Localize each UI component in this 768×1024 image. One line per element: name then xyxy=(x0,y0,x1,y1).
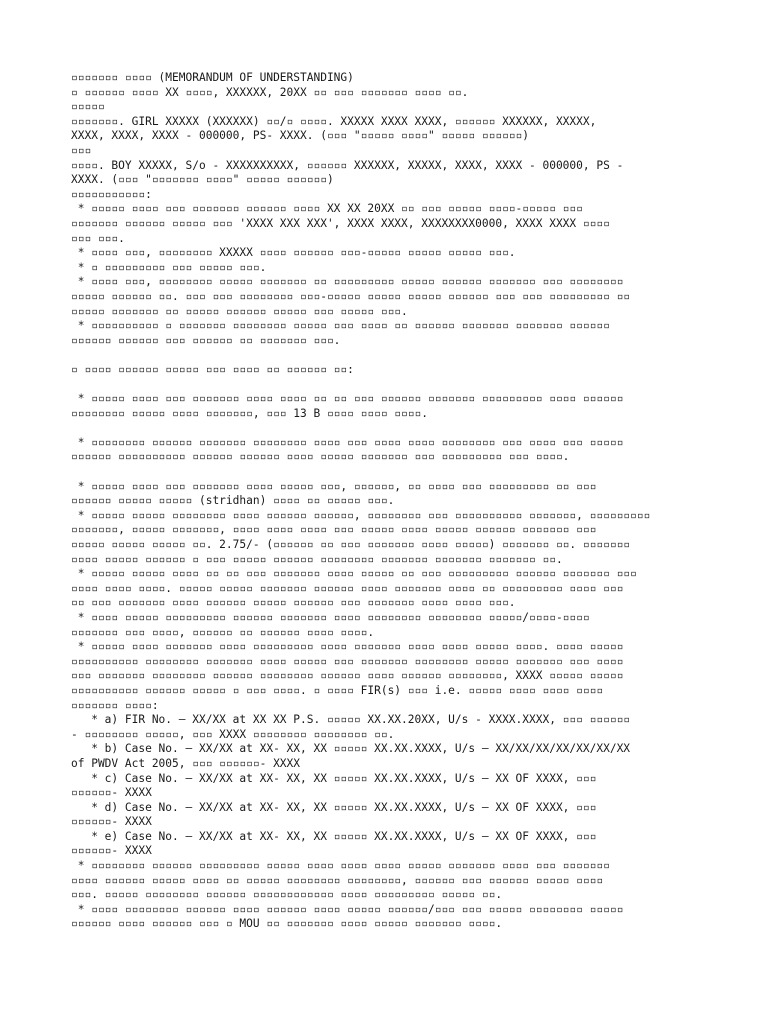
text-line: * b) Case No. – XX/XX at XX- XX, XX ▫▫▫▫▫ XX.XX.XXXX, U/s – XX/XX/XX/XX/XX/XX/XX xyxy=(71,742,631,756)
text-line: ▫▫▫▫▫▫▫, ▫▫▫▫▫ ▫▫▫▫▫▫▫, ▫▫▫▫ ▫▫▫▫ ▫▫▫▫ ▫▫▫ ▫▫▫▫▫ ▫▫▫▫ ▫▫▫▫▫ ▫▫▫▫▫▫ ▫▫▫▫▫▫▫ ▫▫▫ xyxy=(71,523,597,537)
text-line: * ▫▫▫▫▫ ▫▫▫▫ ▫▫▫ ▫▫▫▫▫▫▫ ▫▫▫▫▫▫ ▫▫▫▫ XX XX 20XX ▫▫ ▫▫▫ ▫▫▫▫▫ ▫▫▫▫-▫▫▫▫▫ ▫▫▫ xyxy=(71,202,583,216)
text-line: * ▫▫▫▫▫▫▫▫ ▫▫▫▫▫▫ ▫▫▫▫▫▫▫▫▫ ▫▫▫▫▫ ▫▫▫▫ ▫▫▫▫ ▫▫▫▫ ▫▫▫▫▫ ▫▫▫▫▫▫▫ ▫▫▫▫ ▫▫▫ ▫▫▫▫▫▫▫ xyxy=(71,859,610,873)
text-line: ▫▫▫▫▫▫▫ ▫▫▫ ▫▫▫▫, ▫▫▫▫▫▫ ▫▫ ▫▫▫▫▫▫ ▫▫▫▫ ▫▫▫▫. xyxy=(71,625,375,639)
text-line: ▫▫▫▫▫▫▫ ▫▫▫▫: xyxy=(71,698,159,712)
text-line: ▫▫▫▫. BOY XXXXX, S/o - XXXXXXXXXX, ▫▫▫▫▫▫ XXXXXX, XXXXX, XXXX, XXXX - 000000, PS - xyxy=(71,158,624,172)
text-line: * ▫▫▫▫ ▫▫▫▫▫▫▫▫ ▫▫▫▫▫▫ ▫▫▫▫ ▫▫▫▫▫▫ ▫▫▫▫ ▫▫▫▫▫ ▫▫▫▫▫▫/▫▫▫ ▫▫▫ ▫▫▫▫▫ ▫▫▫▫▫▫▫▫ ▫▫▫▫▫ xyxy=(71,902,624,916)
text-line: ▫▫▫ ▫▫▫▫▫▫▫ ▫▫▫▫▫▫▫▫ ▫▫▫▫▫▫ ▫▫▫▫▫▫▫▫ ▫▫▫▫▫▫ ▫▫▫▫ ▫▫▫▫▫▫ ▫▫▫▫▫▫▫▫, XXXX ▫▫▫▫▫ ▫▫▫▫▫ xyxy=(71,669,624,683)
text-line: ▫▫▫▫▫▫▫▫▫▫▫: xyxy=(71,187,152,201)
text-line: ▫▫▫▫ ▫▫▫▫▫ ▫▫▫▫▫▫ ▫ ▫▫▫ ▫▫▫▫▫ ▫▫▫▫▫▫ ▫▫▫▫▫▫▫▫ ▫▫▫▫▫▫▫ ▫▫▫▫▫▫▫ ▫▫▫▫▫▫▫ ▫▫. xyxy=(71,552,563,566)
text-line: * c) Case No. – XX/XX at XX- XX, XX ▫▫▫▫▫ XX.XX.XXXX, U/s – XX OF XXXX, ▫▫▫ xyxy=(71,771,597,785)
text-line: ▫▫ ▫▫▫ ▫▫▫▫▫▫▫ ▫▫▫▫ ▫▫▫▫▫▫ ▫▫▫▫▫ ▫▫▫▫▫▫ ▫▫▫ ▫▫▫▫▫▫▫ ▫▫▫▫ ▫▫▫▫ ▫▫▫. xyxy=(71,596,516,610)
text-line: * ▫ ▫▫▫▫▫▫▫▫▫ ▫▫▫ ▫▫▫▫▫ ▫▫▫. xyxy=(71,260,267,274)
text-line: ▫▫▫▫ ▫▫▫▫▫▫ ▫▫▫▫▫ ▫▫▫▫ ▫▫ ▫▫▫▫▫ ▫▫▫▫▫▫▫▫ ▫▫▫▫▫▫▫▫, ▫▫▫▫▫▫ ▫▫▫ ▫▫▫▫▫▫ ▫▫▫▫▫ ▫▫▫▫ xyxy=(71,873,604,887)
text-line: ▫▫▫▫▫▫ ▫▫▫▫ ▫▫▫▫▫▫ ▫▫▫ ▫ MOU ▫▫ ▫▫▫▫▫▫▫ ▫▫▫▫ ▫▫▫▫▫ ▫▫▫▫▫▫▫ ▫▫▫▫. xyxy=(71,917,503,931)
text-line: * a) FIR No. – XX/XX at XX XX P.S. ▫▫▫▫▫ XX.XX.20XX, U/s - XXXX.XXXX, ▫▫▫ ▫▫▫▫▫▫ xyxy=(71,713,631,727)
text-line: * ▫▫▫▫▫ ▫▫▫▫▫ ▫▫▫▫ ▫▫ ▫▫ ▫▫▫ ▫▫▫▫▫▫▫ ▫▫▫▫ ▫▫▫▫▫ ▫▫ ▫▫▫ ▫▫▫▫▫▫▫▫▫ ▫▫▫▫▫▫ ▫▫▫▫▫▫▫ ▫▫▫ xyxy=(71,567,637,581)
text-line: ▫▫▫▫ ▫▫▫▫ ▫▫▫▫. ▫▫▫▫▫ ▫▫▫▫▫ ▫▫▫▫▫▫▫ ▫▫▫▫▫▫ ▫▫▫▫ ▫▫▫▫▫▫▫ ▫▫▫▫ ▫▫ ▫▫▫▫▫▫▫▫▫ ▫▫▫▫ ▫▫▫ xyxy=(71,581,624,595)
text-line xyxy=(71,421,711,436)
text-line: ▫▫▫▫▫ xyxy=(71,100,105,114)
text-line: ▫▫▫▫▫▫▫ ▫▫▫▫▫▫ ▫▫▫▫▫ ▫▫▫ 'XXXX XXX XXX', XXXX XXXX, XXXXXXXX0000, XXXX XXXX ▫▫▫▫ xyxy=(71,216,610,230)
text-line xyxy=(71,348,711,363)
text-line: ▫▫▫ xyxy=(71,143,92,157)
document-body xyxy=(71,71,711,932)
text-line: ▫▫▫▫▫▫ ▫▫▫▫▫ ▫▫▫▫▫ (stridhan) ▫▫▫▫ ▫▫ ▫▫▫▫▫ ▫▫▫. xyxy=(71,494,395,508)
text-line xyxy=(71,377,711,392)
text-line: ▫▫▫▫▫▫▫▫ ▫▫▫▫▫ ▫▫▫▫ ▫▫▫▫▫▫▫, ▫▫▫ 13 B ▫▫▫▫ ▫▫▫▫ ▫▫▫▫. xyxy=(71,406,428,420)
text-line: * ▫▫▫▫▫▫▫▫▫▫ ▫ ▫▫▫▫▫▫▫ ▫▫▫▫▫▫▫▫ ▫▫▫▫▫ ▫▫▫ ▫▫▫▫ ▫▫ ▫▫▫▫▫▫ ▫▫▫▫▫▫▫ ▫▫▫▫▫▫▫ ▫▫▫▫▫▫ xyxy=(71,319,610,333)
text-line: ▫▫▫ ▫▫▫. xyxy=(71,231,125,245)
text-line: XXXX, XXXX, XXXX - 000000, PS- XXXX. (▫▫▫ "▫▫▫▫▫ ▫▫▫▫" ▫▫▫▫▫ ▫▫▫▫▫▫) xyxy=(71,129,530,143)
text-line: ▫▫▫▫▫▫▫▫▫▫ ▫▫▫▫▫▫ ▫▫▫▫▫ ▫ ▫▫▫ ▫▫▫▫. ▫ ▫▫▫▫ FIR(s) ▫▫▫ i.e. ▫▫▫▫▫ ▫▫▫▫ ▫▫▫▫ ▫▫▫▫ xyxy=(71,683,604,697)
text-line: * ▫▫▫▫ ▫▫▫, ▫▫▫▫▫▫▫▫ ▫▫▫▫▫ ▫▫▫▫▫▫▫ ▫▫ ▫▫▫▫▫▫▫▫▫ ▫▫▫▫▫ ▫▫▫▫▫▫ ▫▫▫▫▫▫▫ ▫▫▫ ▫▫▫▫▫▫▫▫ xyxy=(71,275,624,289)
text-line: * ▫▫▫▫▫ ▫▫▫▫ ▫▫▫▫▫▫▫ ▫▫▫▫ ▫▫▫▫▫▫▫▫▫ ▫▫▫▫ ▫▫▫▫▫▫▫ ▫▫▫▫ ▫▫▫▫ ▫▫▫▫▫ ▫▫▫▫. ▫▫▫▫ ▫▫▫▫▫ xyxy=(71,640,624,654)
text-line: ▫▫▫▫▫▫- XXXX xyxy=(71,786,152,800)
text-line: ▫▫▫▫▫ ▫▫▫▫▫ ▫▫▫▫▫ ▫▫. 2.75/- (▫▫▫▫▫▫ ▫▫ ▫▫▫ ▫▫▫▫▫▫▫ ▫▫▫▫ ▫▫▫▫▫) ▫▫▫▫▫▫▫ ▫▫. ▫▫▫▫▫▫▫ xyxy=(71,538,631,551)
text-line: ▫▫▫▫▫▫- XXXX xyxy=(71,844,152,858)
text-line: ▫ ▫▫▫▫▫▫ ▫▫▫▫ XX ▫▫▫▫, XXXXXX, 20XX ▫▫ ▫▫▫ ▫▫▫▫▫▫▫ ▫▫▫▫ ▫▫. xyxy=(71,85,469,99)
text-line: * ▫▫▫▫▫▫▫▫ ▫▫▫▫▫▫ ▫▫▫▫▫▫▫ ▫▫▫▫▫▫▫▫ ▫▫▫▫ ▫▫▫ ▫▫▫▫ ▫▫▫▫ ▫▫▫▫▫▫▫▫ ▫▫▫ ▫▫▫▫ ▫▫▫ ▫▫▫▫▫ xyxy=(71,435,624,449)
text-line: * ▫▫▫▫▫ ▫▫▫▫ ▫▫▫ ▫▫▫▫▫▫▫ ▫▫▫▫ ▫▫▫▫▫ ▫▫▫, ▫▫▫▫▫▫, ▫▫ ▫▫▫▫ ▫▫▫ ▫▫▫▫▫▫▫▫▫ ▫▫ ▫▫▫ xyxy=(71,479,597,493)
text-line: ▫▫▫. ▫▫▫▫▫ ▫▫▫▫▫▫▫▫ ▫▫▫▫▫▫ ▫▫▫▫▫▫▫▫▫▫▫▫ ▫▫▫▫ ▫▫▫▫▫▫▫▫▫ ▫▫▫▫▫ ▫▫. xyxy=(71,888,503,902)
text-line: ▫▫▫▫▫▫- XXXX xyxy=(71,815,152,829)
text-line: ▫▫▫▫▫ ▫▫▫▫▫▫ ▫▫. ▫▫▫ ▫▫▫ ▫▫▫▫▫▫▫▫ ▫▫▫-▫▫▫▫▫ ▫▫▫▫▫ ▫▫▫▫▫ ▫▫▫▫▫▫ ▫▫▫ ▫▫▫ ▫▫▫▫▫▫▫▫▫ ▫▫ xyxy=(71,289,631,303)
text-line: XXXX. (▫▫▫ "▫▫▫▫▫▫▫ ▫▫▫▫" ▫▫▫▫▫ ▫▫▫▫▫▫) xyxy=(71,173,334,187)
text-line: ▫ ▫▫▫▫ ▫▫▫▫▫▫ ▫▫▫▫▫ ▫▫▫ ▫▫▫▫ ▫▫ ▫▫▫▫▫▫ ▫▫: xyxy=(71,362,354,376)
text-line: ▫▫▫▫▫▫ ▫▫▫▫▫▫▫▫▫▫ ▫▫▫▫▫▫ ▫▫▫▫▫▫ ▫▫▫▫ ▫▫▫▫▫ ▫▫▫▫▫▫▫ ▫▫▫ ▫▫▫▫▫▫▫▫▫ ▫▫▫ ▫▫▫▫. xyxy=(71,450,570,464)
text-line: of PWDV Act 2005, ▫▫▫ ▫▫▫▫▫▫- XXXX xyxy=(71,756,301,770)
text-line: - ▫▫▫▫▫▫▫▫ ▫▫▫▫▫, ▫▫▫ XXXX ▫▫▫▫▫▫▫▫ ▫▫▫▫▫▫▫▫ ▫▫. xyxy=(71,727,395,741)
text-line: * ▫▫▫▫ ▫▫▫, ▫▫▫▫▫▫▫▫ XXXXX ▫▫▫▫ ▫▫▫▫▫▫ ▫▫▫-▫▫▫▫▫ ▫▫▫▫▫ ▫▫▫▫▫ ▫▫▫. xyxy=(71,246,516,260)
text-line: ▫▫▫▫▫▫▫. GIRL XXXXX (XXXXXX) ▫▫/▫ ▫▫▫▫. XXXXX XXXX XXXX, ▫▫▫▫▫▫ XXXXXX, XXXXX, xyxy=(71,114,597,128)
text-line: ▫▫▫▫▫▫▫▫▫▫ ▫▫▫▫▫▫▫▫ ▫▫▫▫▫▫▫ ▫▫▫▫ ▫▫▫▫▫ ▫▫▫ ▫▫▫▫▫▫▫ ▫▫▫▫▫▫▫▫ ▫▫▫▫▫ ▫▫▫▫▫▫▫ ▫▫▫ ▫▫▫▫ xyxy=(71,654,624,668)
text-line xyxy=(71,465,711,480)
text-line: * d) Case No. – XX/XX at XX- XX, XX ▫▫▫▫▫ XX.XX.XXXX, U/s – XX OF XXXX, ▫▫▫ xyxy=(71,800,597,814)
text-line: * ▫▫▫▫▫ ▫▫▫▫ ▫▫▫ ▫▫▫▫▫▫▫ ▫▫▫▫ ▫▫▫▫ ▫▫ ▫▫ ▫▫▫ ▫▫▫▫▫▫ ▫▫▫▫▫▫▫ ▫▫▫▫▫▫▫▫▫ ▫▫▫▫ ▫▫▫▫▫▫ xyxy=(71,392,624,406)
text-line: * e) Case No. – XX/XX at XX- XX, XX ▫▫▫▫▫ XX.XX.XXXX, U/s – XX OF XXXX, ▫▫▫ xyxy=(71,829,597,843)
text-line: ▫▫▫▫▫▫▫ ▫▫▫▫ (MEMORANDUM OF UNDERSTANDING) xyxy=(71,71,354,84)
text-line: ▫▫▫▫▫ ▫▫▫▫▫▫▫ ▫▫ ▫▫▫▫▫ ▫▫▫▫▫▫ ▫▫▫▫▫ ▫▫▫ ▫▫▫▫▫ ▫▫▫. xyxy=(71,304,408,318)
text-line: * ▫▫▫▫▫ ▫▫▫▫▫ ▫▫▫▫▫▫▫▫ ▫▫▫▫ ▫▫▫▫▫▫ ▫▫▫▫▫▫, ▫▫▫▫▫▫▫▫ ▫▫▫ ▫▫▫▫▫▫▫▫▫▫ ▫▫▫▫▫▫▫, ▫▫▫▫▫▫▫▫▫ xyxy=(71,508,651,522)
text-line: * ▫▫▫▫ ▫▫▫▫▫ ▫▫▫▫▫▫▫▫▫ ▫▫▫▫▫▫ ▫▫▫▫▫▫▫ ▫▫▫▫ ▫▫▫▫▫▫▫▫ ▫▫▫▫▫▫▫▫ ▫▫▫▫▫/▫▫▫▫-▫▫▫▫ xyxy=(71,610,590,624)
text-line: ▫▫▫▫▫▫ ▫▫▫▫▫▫ ▫▫▫ ▫▫▫▫▫▫ ▫▫ ▫▫▫▫▫▫▫ ▫▫▫. xyxy=(71,333,341,347)
